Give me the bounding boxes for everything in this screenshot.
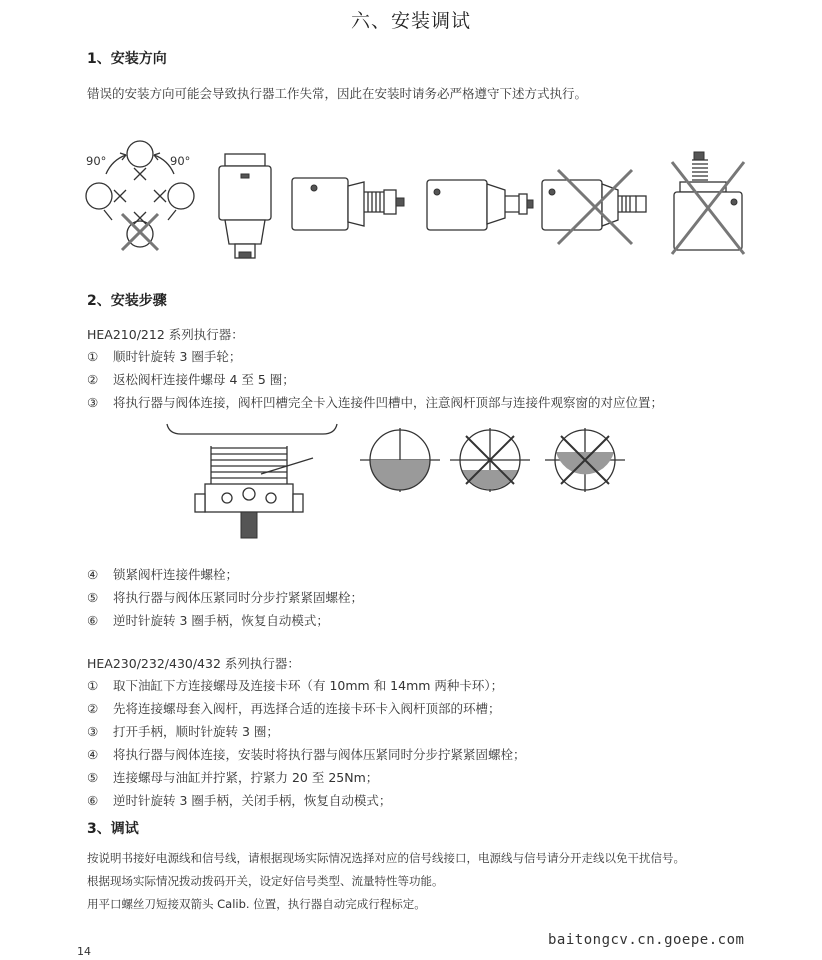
window-wrong-low-figure	[450, 428, 530, 492]
list-item: ② 返松阀杆连接件螺母 4 至 5 圈；	[87, 372, 295, 387]
list-item: ① 顺时针旋转 3 圈手轮；	[87, 349, 242, 364]
watermark: baitongcv.cn.goepe.com	[548, 932, 745, 948]
angle-label-right: 90°	[170, 154, 191, 168]
paragraph-line: 根据现场实际情况拨动拨码开关，设定好信号类型、流量特性等功能。	[87, 874, 444, 888]
page-title: 六、安装调试	[350, 10, 471, 32]
section-heading-commissioning: 3、调试	[87, 821, 139, 837]
section-heading-orientation: 1、安装方向	[87, 51, 167, 67]
window-wrong-high-figure	[545, 428, 625, 492]
stem-connector-figure	[165, 422, 340, 542]
commissioning-text	[87, 850, 685, 919]
list-item: ⑤ 将执行器与阀体压紧同时分步拧紧紧固螺栓；	[87, 590, 364, 605]
list-item: ② 先将连接螺母套入阀杆，再选择合适的连接卡环卡入阀杆顶部的环槽；	[87, 701, 501, 716]
paragraph-line: 用平口螺丝刀短接双箭头 Calib. 位置，执行器自动完成行程标定。	[87, 897, 426, 911]
group1-steps-b	[87, 565, 363, 634]
list-item: ③ 打开手柄，顺时针旋转 3 圈；	[87, 724, 279, 739]
group1-steps-a	[87, 347, 663, 416]
list-item: ③ 将执行器与阀体连接，阀杆凹槽完全卡入连接件凹槽中，注意阀杆顶部与连接件观察窗的对应位置；	[87, 395, 664, 410]
list-item: ⑤ 连接螺母与油缸并拧紧，拧紧力 20 至 25Nm；	[87, 770, 379, 785]
list-item: ④ 将执行器与阀体连接，安装时将执行器与阀体压紧同时分步拧紧紧固螺栓；	[87, 747, 526, 762]
group1-title: HEA210/212 系列执行器：	[87, 327, 244, 342]
orientation-description: 错误的安装方向可能会导致执行器工作失常，因此在安装时请务必严格遵守下述方式执行。	[87, 86, 588, 101]
window-correct-figure	[360, 428, 440, 492]
list-item: ⑥ 逆时针旋转 3 圈手柄，关闭手柄，恢复自动模式；	[87, 793, 392, 808]
section-heading-steps: 2、安装步骤	[87, 293, 167, 309]
actuator-wrong-horizontal-figure	[540, 168, 650, 246]
actuator-upright-figure	[215, 152, 275, 264]
page-number: 14	[77, 945, 91, 958]
group2-title: HEA230/232/430/432 系列执行器：	[87, 656, 300, 671]
group2-steps	[87, 676, 526, 814]
actuator-wrong-inverted-figure	[668, 150, 748, 256]
angle-label-left: 90°	[86, 154, 107, 168]
list-item: ① 取下油缸下方连接螺母及连接卡环（有 10mm 和 14mm 两种卡环）；	[87, 678, 504, 693]
actuator-horizontal-figure	[425, 176, 535, 234]
actuator-horizontal-spring-figure	[288, 168, 406, 238]
list-item: ④ 锁紧阀杆连接件螺栓；	[87, 567, 239, 582]
paragraph-line: 按说明书接好电源线和信号线，请根据现场实际情况选择对应的信号线接口，电源线与信号请分开走线以免干扰信号。	[87, 851, 685, 865]
list-item: ⑥ 逆时针旋转 3 圈手柄，恢复自动模式；	[87, 613, 329, 628]
